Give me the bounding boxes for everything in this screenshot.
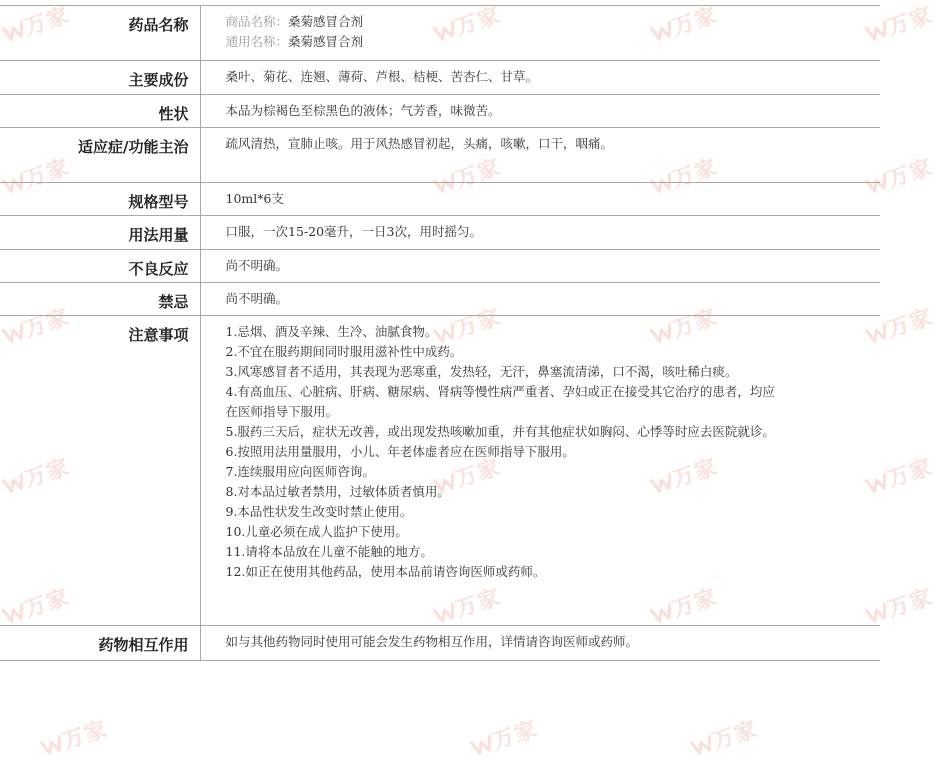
row-value: 本品为棕褐色至棕黑色的液体；气芳香，味微苦。 [225,103,501,118]
row-precautions [0,316,880,626]
watermark-text: 万家 [452,305,504,344]
row-drug-name [0,6,880,61]
row-label: 不良反应 [0,250,200,283]
watermark-text: 万家 [669,3,721,42]
generic-name-label: 通用名称： [225,34,289,49]
precaution-item: 2.不宜在服药期间同时服用滋补性中成药。 [225,344,463,359]
precaution-item: 10.儿童必须在成人监护下使用。 [225,524,408,539]
generic-name-line [226,32,781,52]
row-label: 药物相互作用 [0,626,200,661]
row-contraindications [0,283,880,316]
watermark-text: 万家 [452,455,504,494]
watermark-text: 万家 [59,717,111,756]
watermark-logo [687,712,761,763]
watermark-text: 万家 [669,455,721,494]
watermark-text: 万家 [452,585,504,624]
precaution-item: 6.按照用法用量服用，小儿、年老体虚者应在医师指导下服用。 [225,444,575,459]
row-label: 药品名称 [0,6,200,61]
watermark-text: 万家 [709,717,761,756]
precaution-item: 12.如正在使用其他药品，使用本品前请咨询医师或药师。 [225,564,546,579]
watermark-w-icon [469,733,495,757]
watermark-text: 万家 [884,455,936,494]
brand-name-line [226,12,781,32]
row-value: 如与其他药物同时使用可能会发生药物相互作用，详情请咨询医师或药师。 [225,634,639,649]
row-label: 注意事项 [0,316,200,626]
precaution-item: 7.连续服用应向医师咨询。 [225,464,375,479]
watermark-text: 万家 [21,585,73,624]
watermark-text: 万家 [884,305,936,344]
row-label: 适应症/功能主治 [0,128,200,183]
row-value [200,316,880,626]
precaution-item: 11.请将本品放在儿童不能触的地方。 [225,544,433,559]
precaution-item: 8.对本品过敏者禁用，过敏体质者慎用。 [225,484,450,499]
watermark-w-icon [39,733,65,757]
row-dosage [0,216,880,250]
row-value: 10ml*6支 [225,191,284,206]
brand-name-label: 商品名称： [225,14,289,29]
watermark-text: 万家 [669,305,721,344]
watermark-text: 万家 [21,305,73,344]
row-value: 疏风清热，宣肺止咳。用于风热感冒初起，头痛，咳嗽，口干，咽痛。 [225,136,614,151]
row-label: 禁忌 [0,283,200,316]
row-label: 主要成份 [0,61,200,95]
watermark-text: 万家 [884,155,936,194]
precaution-item: 3.风寒感冒者不适用，其表现为恶寒重，发热轻，无汗，鼻塞流清涕，口不渴，咳吐稀白痰。 [225,364,738,379]
watermark-text: 万家 [884,585,936,624]
row-specification [0,183,880,216]
row-label: 规格型号 [0,183,200,216]
watermark-text: 万家 [669,155,721,194]
row-ingredients [0,61,880,95]
precaution-item: 5.服药三天后，症状无改善，或出现发热咳嗽加重，并有其他症状如胸闷、心悸等时应去医院就诊。 [225,424,775,439]
row-adverse-reactions [0,250,880,283]
precaution-item: 4.有高血压、心脏病、肝病、糖尿病、肾病等慢性病严重者、孕妇或正在接受其它治疗的患者，均应在医师指导下服用。 [225,384,775,419]
row-description [0,95,880,128]
watermark-text: 万家 [21,155,73,194]
watermark-text: 万家 [452,3,504,42]
row-label: 用法用量 [0,216,200,250]
row-value: 口服，一次15-20毫升，一日3次，用时摇匀。 [225,224,482,239]
watermark-w-icon [689,733,715,757]
row-indications [0,128,880,183]
row-interactions [0,626,880,661]
drug-spec-table [0,5,880,661]
row-value: 尚不明确。 [225,258,289,273]
generic-name-value: 桑菊感冒合剂 [288,34,364,49]
watermark-text: 万家 [489,717,541,756]
watermark-text: 万家 [21,455,73,494]
watermark-text: 万家 [884,3,936,42]
watermark-text: 万家 [21,3,73,42]
row-value: 桑叶、菊花、连翘、薄荷、芦根、桔梗、苦杏仁、甘草。 [225,69,539,84]
precaution-item: 9.本品性状发生改变时禁止使用。 [225,504,413,519]
brand-name-value: 桑菊感冒合剂 [288,14,364,29]
watermark-logo [467,712,541,763]
watermark-logo [37,712,111,763]
watermark-text: 万家 [669,585,721,624]
row-label: 性状 [0,95,200,128]
watermark-text: 万家 [452,155,504,194]
row-value [200,6,880,61]
precaution-item: 1.忌烟、酒及辛辣、生冷、油腻食物。 [225,324,438,339]
row-value: 尚不明确。 [225,291,289,306]
